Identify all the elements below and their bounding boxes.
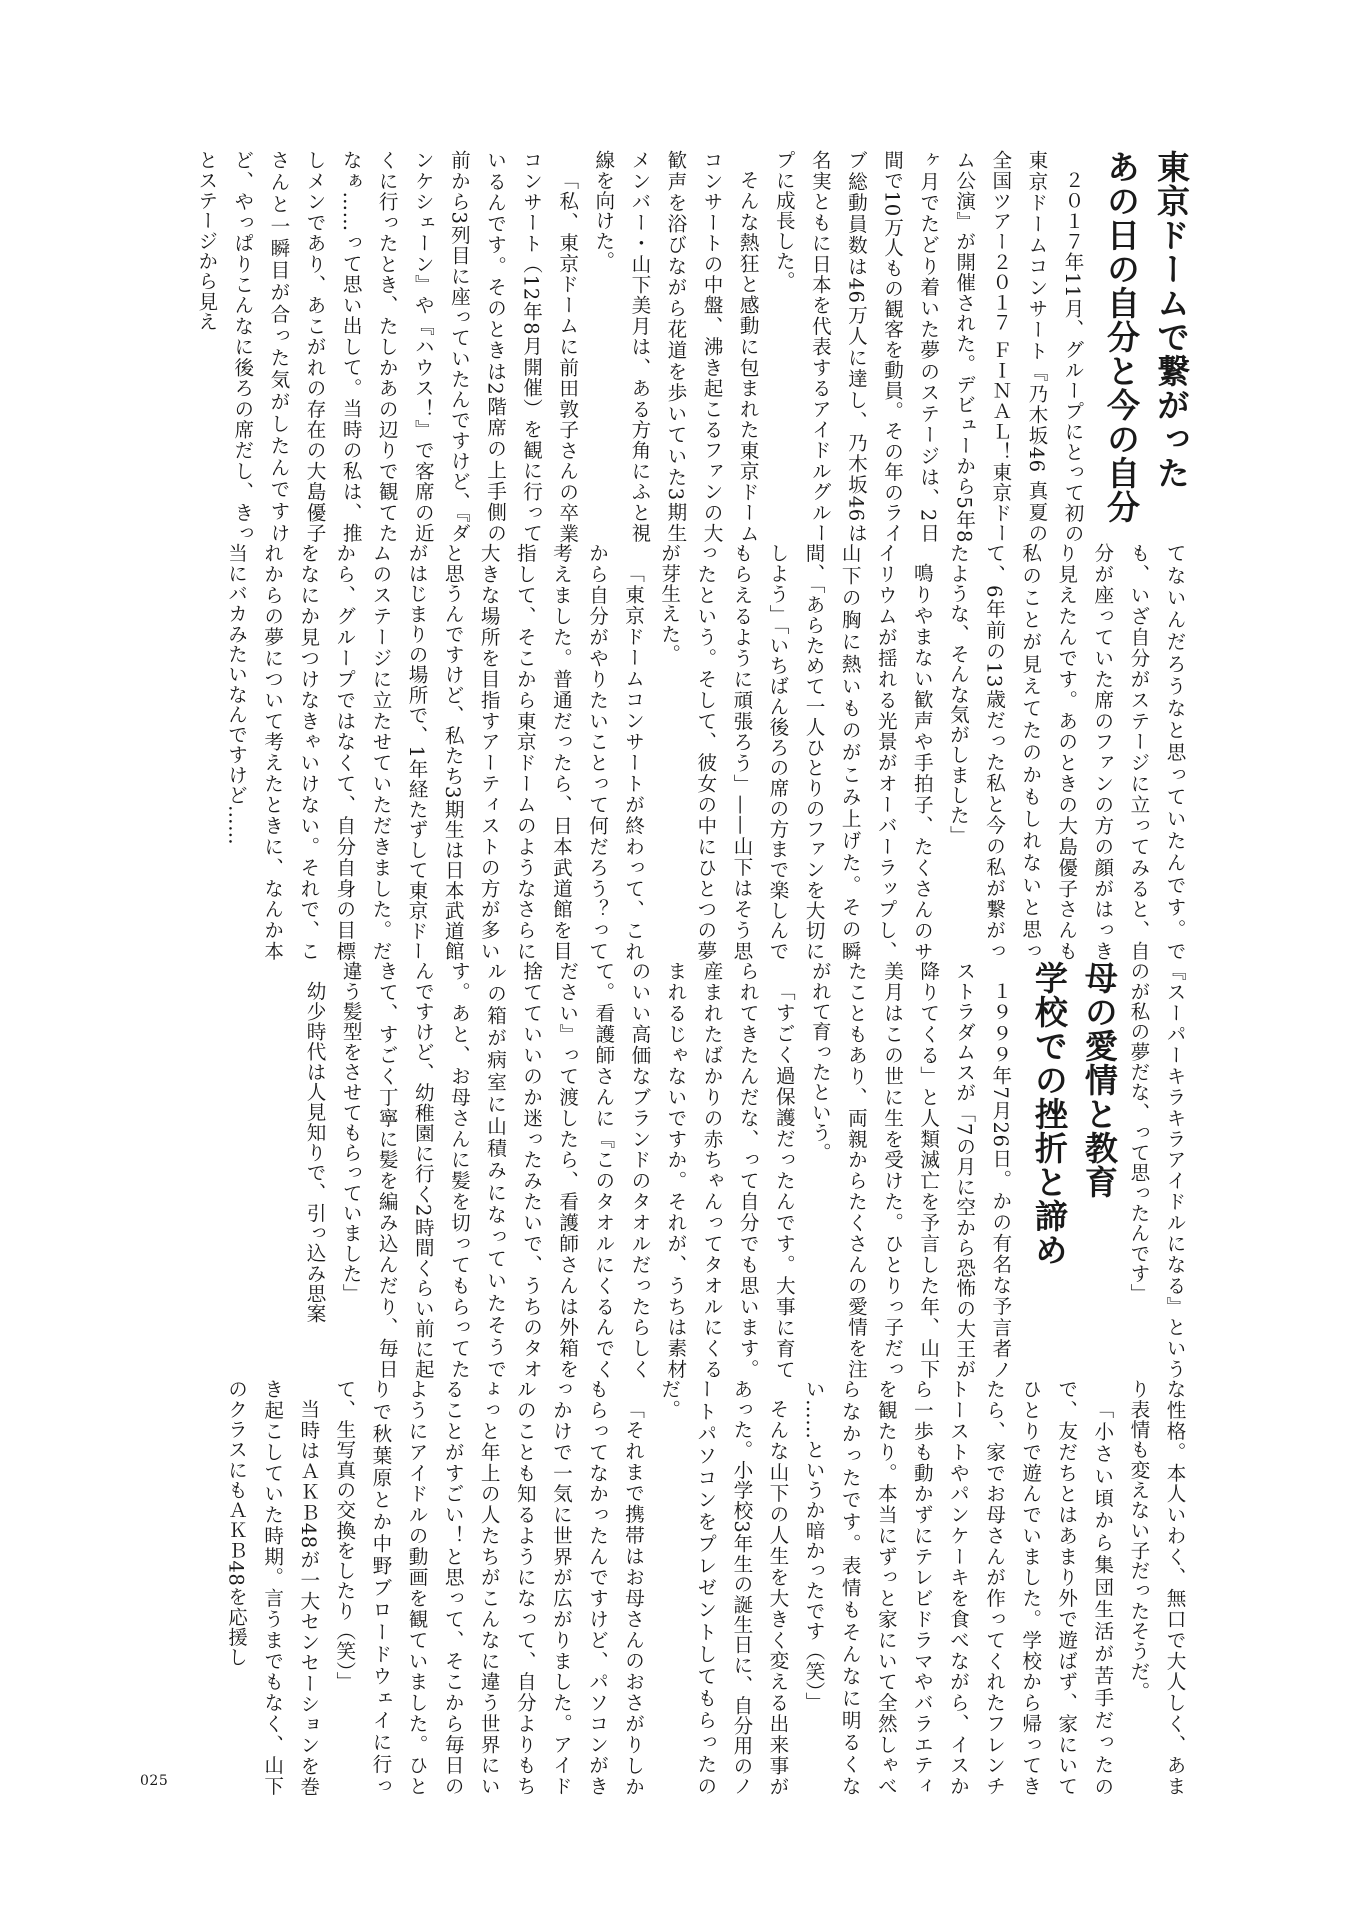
body-paragraph: 幼少時代は人見知りで、引っ込み思案 [303,980,327,1324]
section-heading-line-1: 母の愛情と教育 [1079,961,1119,1199]
article-title [1100,150,1192,543]
tier-3 [187,961,1192,1379]
body-paragraph: 「それまで携帯はお母さんのおさがりしかもらってなかったんですけど、パソコンがきっかけで一気に世界が広がりました。アイドルのことも知るようになって、自分よりもちょっと年上の人たちがこんなに違う世界にいることがすごい！と思って、そこから毎日のようにアイドルの動画を観ていました。ひとりで秋葉原とか中野ブロードウェイに行って、生写真の交換をしたり（笑）」 [332,1379,645,1796]
page-number: 025 [140,1773,169,1789]
body-paragraph: 「小さい頃から集団生活が苦手だったので、友だちとはあまり外で遊ばず、家にいてひとりで遊んでいました。学校から帰ってきたら、家でお母さんが作ってくれたフレンチトーストやパンケーキを食べながら、イスから一歩も動かずにテレビドラマやバラエティを観たり。本当にずっと家にいて全然しゃべらなかったです。表情もそんなに明るくない……というか暗かったです（笑）」 [802,1379,1114,1796]
article-title-line-1: 東京ドームで繋がった [1152,150,1191,490]
body-paragraph: １９９９年7月26日。かの有名な予言者ノストラダムスが「7の月に空から恐怖の大王が降りてくる」と人類滅亡を予言した年、山下美月はこの世に生を受けた。ひとりっ子だったこともあり、両親からたくさんの愛情を注がれて育ったという。 [808,961,1012,1379]
body-paragraph: 鳴りやまない歓声や手拍子、たくさんのサイリウムが揺れる光景がオーバーラップし、山下の胸に熱いものがこみ上げた。その瞬間、「あらためて一人ひとりのファンを大切にしよう」「いちばん後ろの席の方まで楽しんでもらえるように頑張ろう」——山下はそう思ったという。そして、彼女の中にひとつの夢が芽生えた。 [657,543,934,961]
body-paragraph-continued: な性格。本人いわく、無口で大人しく、あまり表情も変えない子だったそうだ。 [1126,1379,1186,1796]
body-paragraph: 当時はＡＫＢ48が一大センセーションを巻き起こしていた時期。言うまでもなく、山下のクラスにもＡＫＢ48を応援し [224,1379,320,1796]
body-paragraph: 「すごく過保護だったんです。大事に育てられてきたんだな、って自分でも思います。産まれたばかりの赤ちゃんってタオルにくるまれるじゃないですか。それが、うちは素材のいい高価なブランドのタオルだったらしくて。看護師さんに『このタオルにくるんでください』って渡したら、看護師さんは外箱を捨てていいのか迷ったみたいで、うちのタオルの箱が病室に山積みになっていたそうです。あと、お母さんに髪を切ってもらってたんですけど、幼稚園に行く2時間くらい前に起きて、すごく丁寧に髪を編み込んだり、毎日違う髪型をさせてもらっていました」 [339,961,796,1379]
section-heading-line-2: 学校での挫折と諦め [1029,961,1069,1267]
tier-4 [187,1379,1192,1796]
body-paragraph: 「東京ドームコンサートが終わって、これから自分がやりたいことって何だろう？って考えました。普通だったら、日本武道館を目指して、そこから東京ドームのようなさらに大きな場所を目指すアーティストの方が多いと思うんですけど、私たち3期生は日本武道館がはじまりの場所で、1年経たずして東京ドームのステージに立たせていただきました。だから、グループではなくて、自分自身の目標をなにか見つけなきゃいけない。それで、これからの夢について考えたときに、なんか本当にバカみたいなんですけど…… [224,543,645,961]
body-paragraph-continued: てないんだろうなと思っていたんです。でも、いざ自分がステージに立ってみると、自分が座っていた席のファンの方の顔がはっきり見えたんです。あのときの大島優子さんも私のことが見えてたのかもしれないと思って、6年前の13歳だった私と今の私が繋がったような、そんな気がしました」 [946,543,1186,961]
body-paragraph: ２０１７年11月、グループにとって初の東京ドームコンサート『乃木坂46 真夏の全国ツアー２０１７ ＦＩＮＡＬ！東京ドーム公演』が開催された。デビューから5年8ヶ月でたどり着いた夢のステージは、2日間で10万人もの観客を動員。その年のライブ総動員数は46万人に達し、乃木坂46は名実ともに日本を代表するアイドルグループに成長した。 [772,150,1084,543]
tier-2 [187,543,1192,961]
article-title-line-2: あの日の自分と今の自分 [1102,150,1141,524]
section-heading [1028,961,1120,1379]
body-paragraph: 「私、東京ドームに前田敦子さんの卒業コンサート（12年8月開催）を観に行っているんです。そのときは2階席の上手側の前から3列目に座っていたんですけど、『ダンケシェーン』や『ハウス！』で客席の近くに行ったとき、たしかあの辺りで観てたなぁ……って思い出して。当時の私は、推しメンであり、あこがれの存在の大島優子さんと一瞬目が合った気がしたんですけど、やっぱりこんなに後ろの席だし、きっとステージから見え [194,150,579,543]
body-paragraph: そんな熱狂と感動に包まれた東京ドームコンサートの中盤、沸き起こるファンの大歓声を浴びながら花道を歩いていた3期生メンバー・山下美月は、ある方角にふと視線を向けた。 [591,150,760,543]
body-paragraph: そんな山下の人生を大きく変える出来事があった。小学校3年生の誕生日に、自分用のノートパソコンをプレゼントしてもらったのだ。 [657,1379,789,1796]
tier-1 [187,150,1192,543]
body-paragraph-continued: 『スーパーキラキラアイドルになる』というのが私の夢だな、って思ったんです」 [1126,961,1186,1379]
